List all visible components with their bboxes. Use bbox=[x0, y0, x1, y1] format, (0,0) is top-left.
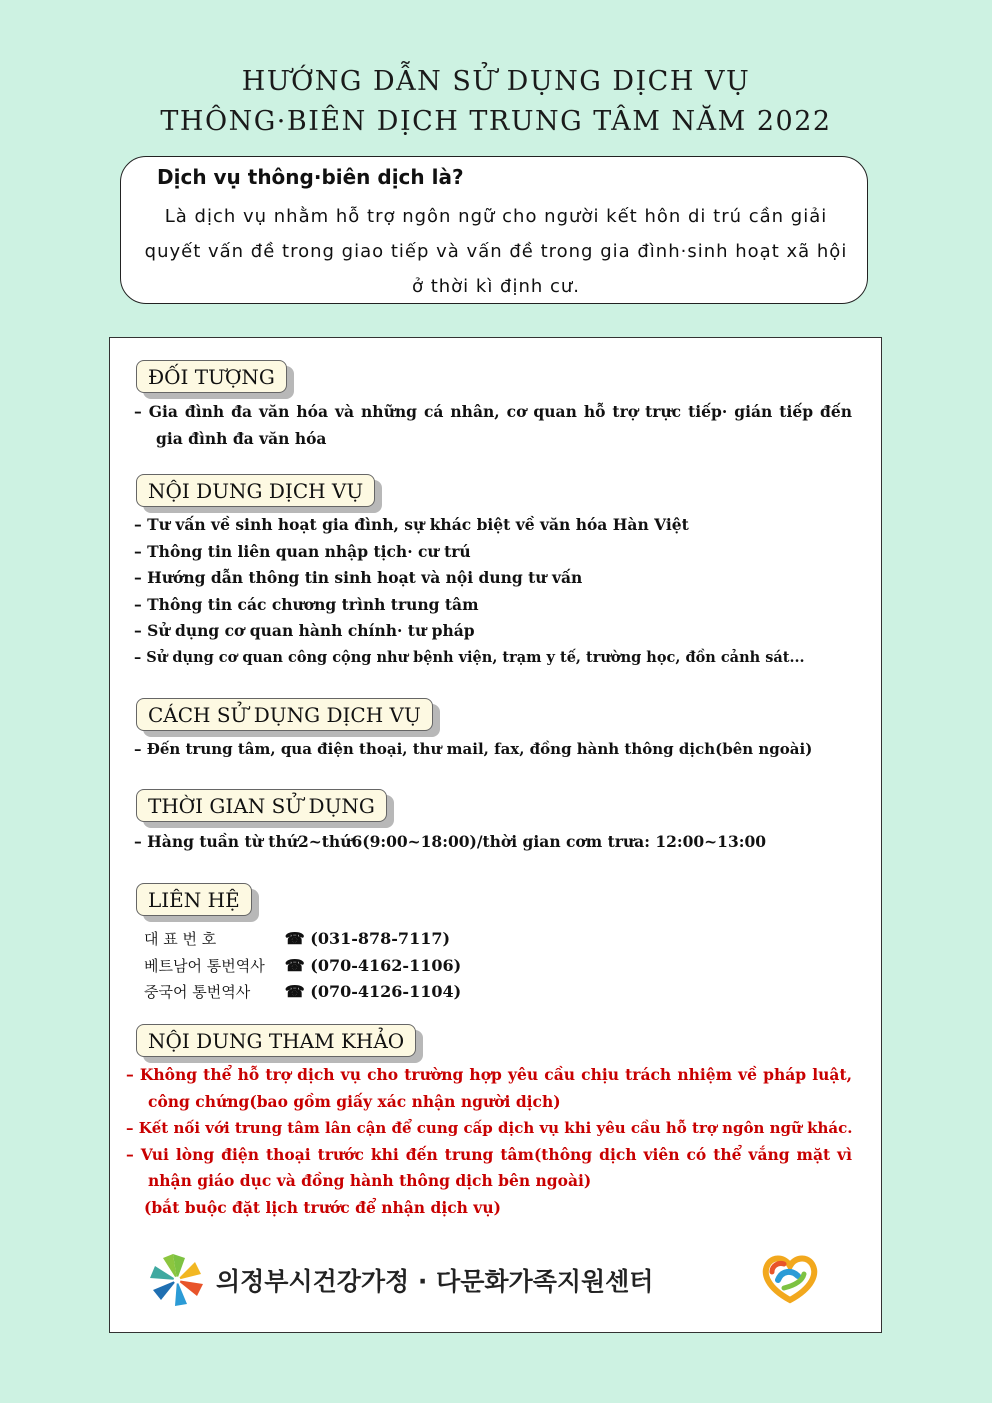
time-list bbox=[134, 829, 852, 856]
intro-question: Dịch vụ thông·biên dịch là? bbox=[157, 165, 464, 189]
heading-content: NỘI DUNG DỊCH VỤ bbox=[136, 474, 375, 507]
contact-phone[interactable]: ☎ (031-878-7117) bbox=[284, 929, 451, 948]
list-item: – Sử dụng cơ quan hành chính· tư pháp bbox=[134, 621, 475, 640]
list-item: – Hàng tuần từ thứ2~thứ6(9:00~18:00)/thời gian cơm trưa: 12:00~13:00 bbox=[134, 832, 767, 851]
contact-label: 중국어 통번역사 bbox=[144, 983, 251, 1001]
title-line-1: HƯỚNG DẪN SỬ DỤNG DỊCH VỤ bbox=[241, 66, 751, 97]
heart-logo-icon bbox=[758, 1252, 822, 1306]
contact-phone[interactable]: ☎ (070-4162-1106) bbox=[284, 955, 462, 975]
heading-target: ĐỐI TƯỢNG bbox=[136, 360, 287, 393]
list-item: – Vui lòng điện thoại trước khi đến trung tâm(thông dịch viên có thể vắng mặt vì nhận giáo dục và đồng hành thông dịch bên ngoài) bbox=[126, 1144, 852, 1190]
heading-time: THỜI GIAN SỬ DỤNG bbox=[136, 789, 387, 822]
list-item: – Đến trung tâm, qua điện thoại, thư mail, fax, đồng hành thông dịch(bên ngoài) bbox=[134, 740, 813, 758]
pinwheel-logo-icon bbox=[146, 1252, 208, 1308]
list-item: – Gia đình đa văn hóa và những cá nhân, cơ quan hỗ trợ trực tiếp· gián tiếp đến gia đình đa văn hóa bbox=[134, 402, 852, 448]
heading-reference: NỘI DUNG THAM KHẢO bbox=[136, 1024, 416, 1057]
contact-phone[interactable]: ☎ (070-4126-1104) bbox=[284, 982, 462, 1001]
list-item: – Không thể hỗ trợ dịch vụ cho trường hợp yêu cầu chịu trách nhiệm về pháp luật, công chứng(bao gồm giấy xác nhận người dịch) bbox=[126, 1065, 852, 1111]
content-list bbox=[134, 512, 852, 671]
list-item: – Kết nối với trung tâm lân cận để cung cấp dịch vụ khi yêu cầu hỗ trợ ngôn ngữ khác. bbox=[126, 1119, 853, 1137]
list-item: – Sử dụng cơ quan công cộng như bệnh viện, trạm y tế, trường học, đồn cảnh sát... bbox=[134, 648, 805, 666]
list-item: – Hướng dẫn thông tin sinh hoạt và nội dung tư vấn bbox=[134, 568, 583, 587]
contact-label: 대 표 번 호 bbox=[144, 930, 217, 948]
contact-row bbox=[144, 953, 461, 980]
contact-row bbox=[144, 926, 461, 953]
intro-answer: Là dịch vụ nhằm hỗ trợ ngôn ngữ cho người kết hôn di trú cần giải quyết vấn đề trong giao tiếp và vấn đề trong gia đình·sinh hoạt xã hội ở thời kì định cư. bbox=[144, 206, 848, 297]
contact-list bbox=[144, 926, 461, 1006]
list-item: – Thông tin các chương trình trung tâm bbox=[134, 594, 479, 614]
center-footer bbox=[146, 1252, 836, 1308]
document-title bbox=[0, 62, 992, 142]
intro-box bbox=[120, 156, 868, 304]
contact-row bbox=[144, 979, 461, 1006]
heading-method: CÁCH SỬ DỤNG DỊCH VỤ bbox=[136, 698, 433, 731]
list-item: – Thông tin liên quan nhập tịch· cư trú bbox=[134, 541, 471, 561]
center-name: 의정부시건강가정 · 다문화가족지원센터 bbox=[216, 1267, 654, 1296]
target-list bbox=[134, 399, 852, 452]
method-list bbox=[134, 736, 852, 763]
reference-list bbox=[126, 1062, 852, 1221]
contact-label: 베트남어 통번역사 bbox=[144, 956, 265, 975]
title-line-2: THÔNG·BIÊN DỊCH TRUNG TÂM NĂM 2022 bbox=[160, 106, 832, 137]
list-item: (bắt buộc đặt lịch trước để nhận dịch vụ) bbox=[144, 1197, 501, 1217]
info-panel bbox=[109, 337, 882, 1333]
list-item: – Tư vấn về sinh hoạt gia đình, sự khác biệt về văn hóa Hàn Việt bbox=[134, 515, 689, 534]
heading-contact: LIÊN HỆ bbox=[136, 883, 252, 916]
